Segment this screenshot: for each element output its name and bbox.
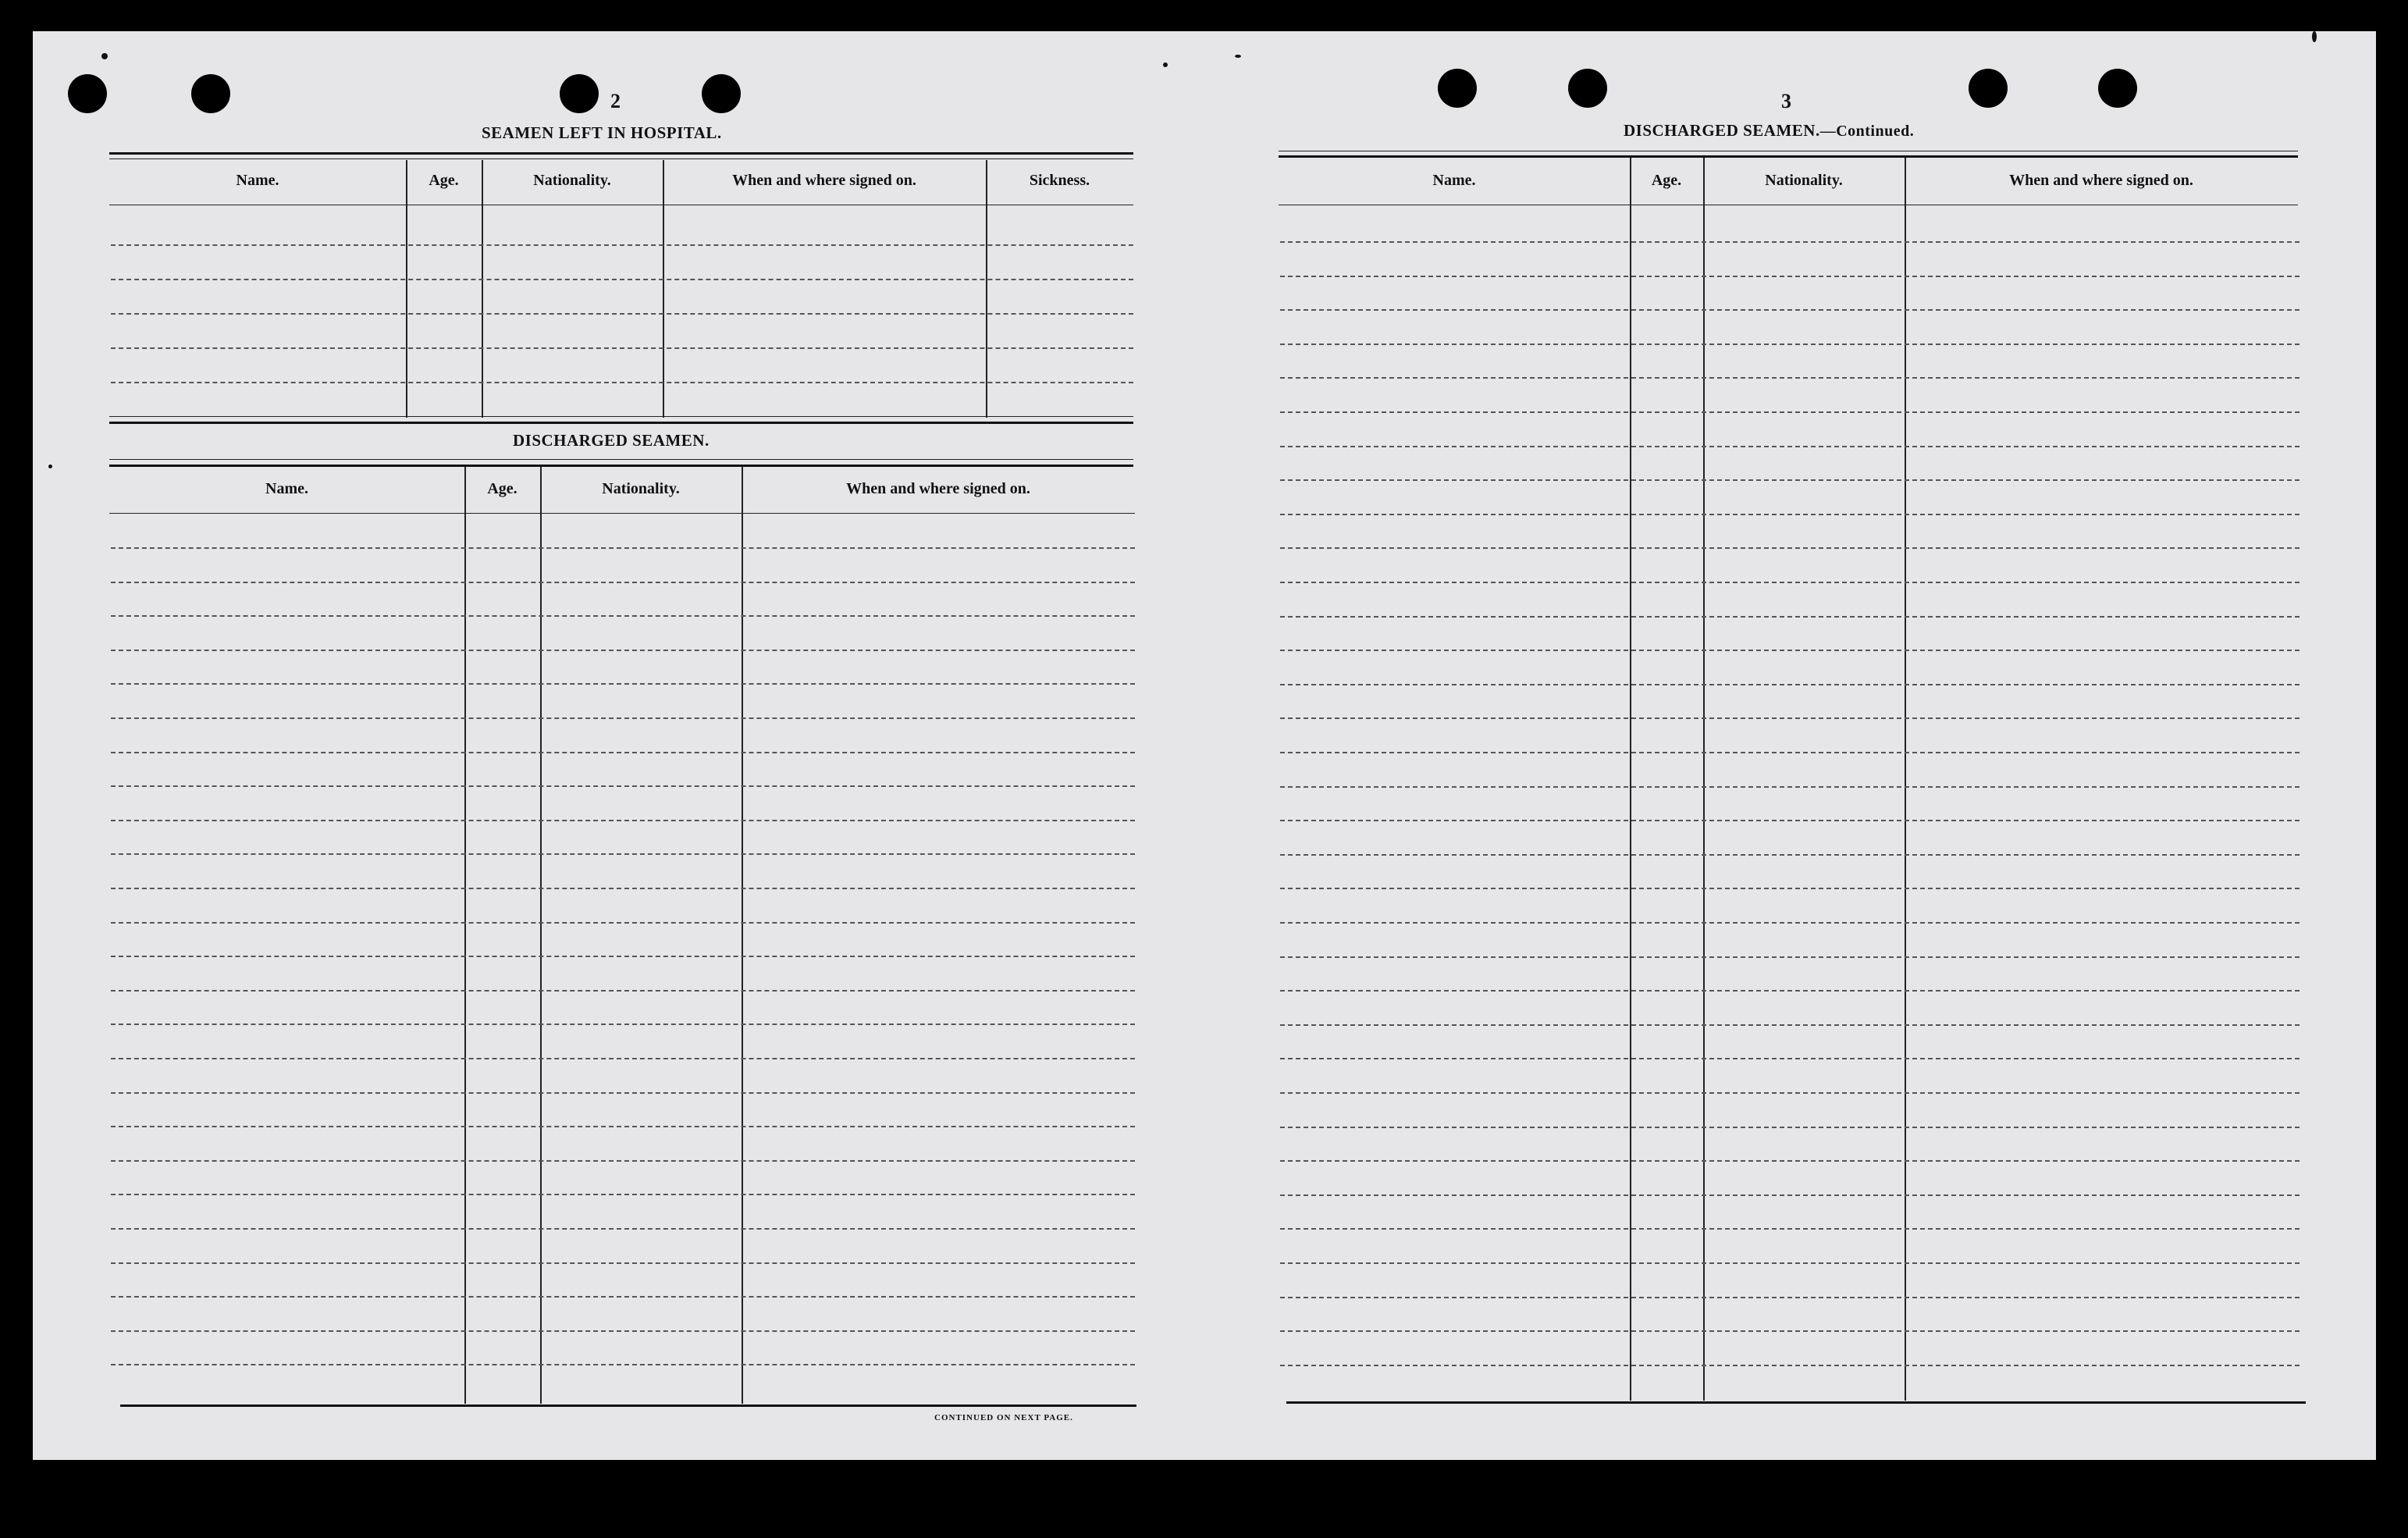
- discharged-entry-line: [111, 1092, 1135, 1094]
- right-entry-line: [1280, 1160, 2300, 1162]
- discharged-entry-line: [111, 547, 1135, 549]
- hospital-entry-line: [111, 244, 1133, 246]
- discharged-entry-line: [111, 683, 1135, 685]
- discharged-entry-line: [111, 1228, 1135, 1230]
- right-col-signed-on: When and where signed on.: [2009, 172, 2193, 189]
- discharged-entry-line: [111, 582, 1135, 583]
- discharged-col-age: Age.: [487, 480, 518, 497]
- discharged-entry-line: [111, 1126, 1135, 1127]
- discharged-entry-line: [111, 1024, 1135, 1025]
- punch-hole: [1568, 69, 1607, 108]
- hospital-entry-line: [111, 347, 1133, 349]
- discharged-entry-line: [111, 1058, 1135, 1059]
- right-entry-line: [1280, 786, 2300, 788]
- hospital-col-sickness: Sickness.: [1029, 172, 1090, 189]
- right-col-age: Age.: [1651, 172, 1682, 189]
- hospital-entry-line: [111, 313, 1133, 315]
- discharged-col-name: Name.: [265, 480, 308, 497]
- right-entry-line: [1280, 1058, 2300, 1059]
- right-entry-line: [1280, 1092, 2300, 1094]
- speck: [101, 53, 108, 59]
- hospital-col-divider: [482, 160, 483, 418]
- right-section-title-suffix: —Continued.: [1819, 123, 1915, 140]
- page-number-right: 3: [1781, 90, 1791, 112]
- discharged-entry-line: [111, 1364, 1135, 1365]
- right-col-nationality: Nationality.: [1765, 172, 1843, 189]
- punch-hole: [1969, 69, 2008, 108]
- discharged-header-rule: [109, 513, 1135, 514]
- discharged-entry-line: [111, 1296, 1135, 1298]
- discharged-entry-line: [111, 888, 1135, 889]
- discharged-col-signed-on: When and where signed on.: [846, 480, 1030, 497]
- right-entry-line: [1280, 547, 2300, 549]
- punch-hole: [191, 74, 230, 113]
- right-entry-line: [1280, 990, 2300, 992]
- right-entry-line: [1280, 1365, 2300, 1366]
- page-number-left: 2: [610, 90, 621, 112]
- punch-hole: [68, 74, 107, 113]
- punch-hole: [702, 74, 741, 113]
- hospital-col-signed-on: When and where signed on.: [732, 172, 916, 189]
- right-entry-line: [1280, 616, 2300, 618]
- right-entry-line: [1280, 1330, 2300, 1332]
- discharged-entry-line: [111, 820, 1135, 821]
- right-entry-line: [1280, 752, 2300, 753]
- right-entry-line: [1280, 377, 2300, 379]
- right-col-name: Name.: [1432, 172, 1476, 189]
- discharged-entry-line: [111, 1194, 1135, 1195]
- hospital-col-nationality: Nationality.: [533, 172, 611, 189]
- speck: [1235, 55, 1241, 58]
- right-entry-line: [1280, 922, 2300, 924]
- right-entry-line: [1280, 854, 2300, 856]
- right-entry-line: [1280, 888, 2300, 889]
- hospital-col-divider: [406, 160, 407, 418]
- speck: [1163, 62, 1168, 67]
- right-entry-line: [1280, 717, 2300, 719]
- right-entry-line: [1280, 514, 2300, 515]
- speck: [48, 465, 52, 468]
- discharged-entry-line: [111, 785, 1135, 787]
- right-entry-line: [1280, 241, 2300, 243]
- right-entry-line: [1280, 479, 2300, 481]
- discharged-table-top-rule: [109, 459, 1133, 460]
- speck: [2312, 31, 2317, 42]
- discharged-table-bottom-rule: [120, 1404, 1136, 1407]
- punch-hole: [1438, 69, 1477, 108]
- discharged-entry-line: [111, 853, 1135, 855]
- discharged-entry-line: [111, 956, 1135, 957]
- hospital-table-bottom-rule-2: [109, 422, 1133, 424]
- right-entry-line: [1280, 1127, 2300, 1128]
- discharged-entry-line: [111, 1160, 1135, 1162]
- hospital-table-top-rule: [109, 152, 1133, 155]
- hospital-entry-line: [111, 382, 1133, 383]
- right-entry-line: [1280, 446, 2300, 447]
- right-entry-line: [1280, 820, 2300, 821]
- right-entry-line: [1280, 1297, 2300, 1298]
- right-table-bottom-rule: [1286, 1401, 2306, 1404]
- right-entry-line: [1280, 1024, 2300, 1026]
- right-entry-line: [1280, 582, 2300, 583]
- right-entry-line: [1280, 684, 2300, 685]
- continued-footer: CONTINUED ON NEXT PAGE.: [934, 1413, 1073, 1422]
- discharged-entry-line: [111, 1330, 1135, 1332]
- hospital-section-title: SEAMEN LEFT IN HOSPITAL.: [482, 123, 722, 142]
- right-entry-line: [1280, 309, 2300, 311]
- right-section-title-main: DISCHARGED SEAMEN.: [1624, 121, 1820, 140]
- hospital-col-age: Age.: [429, 172, 459, 189]
- discharged-entry-line: [111, 1262, 1135, 1264]
- right-section-title: [1624, 121, 1914, 141]
- right-entry-line: [1280, 276, 2300, 277]
- discharged-entry-line: [111, 650, 1135, 651]
- right-entry-line: [1280, 344, 2300, 345]
- right-entry-line: [1280, 1194, 2300, 1196]
- hospital-table-bottom-rule: [109, 416, 1133, 417]
- hospital-col-name: Name.: [236, 172, 279, 189]
- hospital-col-divider: [986, 160, 987, 418]
- right-entry-line: [1280, 956, 2300, 958]
- discharged-entry-line: [111, 752, 1135, 753]
- discharged-table-top-rule-2: [109, 465, 1133, 467]
- punch-hole: [2098, 69, 2137, 108]
- discharged-section-title: DISCHARGED SEAMEN.: [513, 431, 710, 450]
- hospital-table-top-rule-2: [109, 158, 1133, 159]
- punch-hole: [560, 74, 599, 113]
- discharged-entry-line: [111, 717, 1135, 719]
- right-entry-line: [1280, 411, 2300, 413]
- discharged-entry-line: [111, 990, 1135, 992]
- right-entry-line: [1280, 650, 2300, 651]
- discharged-entry-line: [111, 615, 1135, 617]
- right-table-top-rule-2: [1279, 155, 2298, 158]
- hospital-entry-line: [111, 279, 1133, 280]
- right-entry-line: [1280, 1228, 2300, 1230]
- hospital-col-divider: [663, 160, 664, 418]
- form-sheet: [33, 31, 2376, 1460]
- discharged-col-nationality: Nationality.: [602, 480, 680, 497]
- discharged-entry-line: [111, 922, 1135, 924]
- right-entry-line: [1280, 1262, 2300, 1264]
